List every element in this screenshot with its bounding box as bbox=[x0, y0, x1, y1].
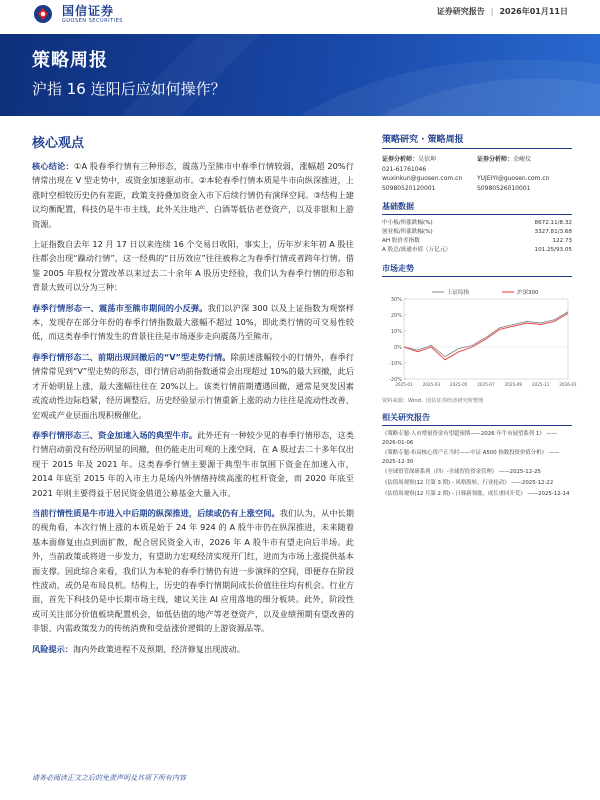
analyst-phone bbox=[477, 165, 572, 175]
logo bbox=[32, 3, 123, 25]
related-report-link[interactable]: 《估值周观察(12 月第 3 期) - 风格股转，行业轮动》 ——2025-12-22 bbox=[382, 479, 554, 486]
basic-data-label: AH 股价差指数 bbox=[382, 238, 420, 244]
related-reports-list bbox=[382, 430, 572, 498]
market-trend-chart bbox=[382, 283, 577, 391]
paragraph-lead: 风险提示： bbox=[32, 643, 73, 654]
paragraph-lead: 当前行情性质是牛市进入中后期的纵深推进，后续或仍有上涨空间。 bbox=[32, 507, 280, 518]
series-line bbox=[404, 312, 568, 357]
chart-source: 资料来源：Wind、国信证券经济研究所整理 bbox=[382, 398, 484, 404]
y-tick-label: 30% bbox=[390, 296, 402, 303]
paragraph-text: 此外还有一种较少见的春季行情形态，这类行情启动前没有经历明显的回撤，但仍能走出可观的上涨空间，在 A 股过去二十多年仅出现于 2015 年及 2021 年。这类春季行情主要源于典型牛市氛围下资金在加速入市，2014 年底至 2015 年的入市主力是场内外情绪持续高涨的杠杆资金，而 2020 年底至 2021 年则主要得益于居民资金借道公募基金大量入市。 bbox=[32, 429, 354, 498]
basic-data-title: 基础数据 bbox=[382, 201, 572, 215]
basic-data-value: 101.25/93.05 bbox=[534, 247, 572, 253]
x-tick-label: 2025-11 bbox=[531, 382, 550, 387]
paragraph-lead: 春季行情形态二、前期出现回撤后的“V”型走势行情。 bbox=[32, 351, 231, 362]
analyst-email[interactable]: YUJEIYI@guosen.com.cn bbox=[477, 175, 550, 182]
x-tick-label: 2025-05 bbox=[449, 382, 468, 387]
analyst-info bbox=[382, 155, 572, 193]
footer-disclaimer: 请务必阅读正文之后的免责声明及其项下所有内容 bbox=[32, 774, 186, 782]
paragraph-text: 上证指数自去年 12 月 17 日以来连续 16 个交易日收阳，事实上，历年岁末年初 A 股往往都会出现“躁动行情”，这一经典的“日历效应”往往被称之为春季行情或者跨年行情。借鉴 2005 年股权分置改革以来过去二十余年 A 股历史经验，我们认为春季行情的形态和背景大致可以分为三种： bbox=[32, 239, 354, 293]
related-report-link[interactable]: 《策略专题-人市增量资金有望超预期——2026 年牛市展望系列 1》 ——2026-01-06 bbox=[382, 431, 558, 446]
x-tick-label: 2025-03 bbox=[422, 382, 441, 387]
legend-label: 沪深300 bbox=[517, 290, 539, 296]
y-tick-label: -20% bbox=[389, 376, 402, 383]
analyst-license: S0980526010001 bbox=[477, 184, 531, 192]
paragraph-lead: 春季行情形态一、震荡市至熊市期间的小反弹。 bbox=[32, 302, 208, 313]
x-tick-label: 2025-01 bbox=[395, 382, 413, 387]
logo-text-en: GUOSEN SECURITIES bbox=[62, 18, 123, 24]
related-report-link[interactable]: 《全球资管深研系列（四）-全球智投资金管理》 ——2025-12-25 bbox=[382, 469, 541, 476]
paragraph-current bbox=[32, 506, 354, 636]
basic-data-value: 8672.11/8.32 bbox=[534, 220, 572, 226]
analyst-license: S0980520120001 bbox=[382, 184, 436, 192]
paragraph-intro bbox=[32, 237, 354, 295]
basic-data-row bbox=[382, 219, 572, 228]
basic-data-label: 中小板/所涨跌幅(%) bbox=[382, 220, 433, 226]
legend-label: 上证综指 bbox=[447, 290, 470, 296]
market-trend-title: 市场走势 bbox=[382, 263, 572, 277]
series-line bbox=[404, 313, 568, 359]
title-banner bbox=[0, 34, 600, 116]
related-report-link[interactable]: 《策略专题-布局核心资产正当时——中证 A500 指数投资价值分析》 ——2025-12-30 bbox=[382, 450, 560, 465]
basic-data-label: 创业板/所涨跌幅(%) bbox=[382, 229, 433, 235]
report-type: 证券研究报告 bbox=[436, 7, 485, 16]
report-subtitle: 沪指 16 连阳后应如何操作？ bbox=[32, 80, 226, 98]
analyst-name: 余峻仪 bbox=[513, 156, 532, 163]
section-title: 核心观点 bbox=[32, 136, 85, 151]
analyst-role: 证券分析师： bbox=[477, 156, 514, 163]
x-tick-label: 2026-01 bbox=[559, 382, 577, 387]
basic-data-value: 3327.81/3.68 bbox=[534, 229, 572, 235]
report-title: 策略周报 bbox=[32, 50, 108, 71]
report-date: 2026年01月11日 bbox=[499, 7, 568, 16]
basic-data-row bbox=[382, 228, 572, 237]
basic-data-list bbox=[382, 219, 572, 255]
y-tick-label: 20% bbox=[390, 312, 402, 319]
x-tick-label: 2025-07 bbox=[477, 382, 495, 387]
paragraph-form-one bbox=[32, 301, 354, 344]
paragraph-risk bbox=[32, 642, 354, 656]
paragraph-conclusion bbox=[32, 159, 354, 231]
sidebar-heading: 策略研究 · 策略周报 bbox=[382, 132, 572, 149]
paragraph-text: 除前述涨幅较小的行情外，春季行情常常见到“V”型走势的形态，即行情启动前指数通常会出现超过 10%的最大回撤，此后才开始明显上涨，最大涨幅往往在 20%以上。该类行情前期遭遇回撤，通常是突发因素或流动性边际趋紧，经历调整后，历史经验显示行情重新上涨的动力往往是流动性改善、宏观或产业层面出现积极催化。 bbox=[32, 351, 354, 420]
basic-data-row bbox=[382, 237, 572, 246]
analyst-card bbox=[477, 155, 572, 193]
y-tick-label: -10% bbox=[389, 360, 402, 367]
paragraph-lead: 核心结论： bbox=[32, 161, 74, 171]
paragraph-form-three bbox=[32, 428, 354, 500]
analyst-name: 吴信坤 bbox=[418, 156, 437, 163]
paragraph-text: 我们以沪深 300 以及上证指数为观察样本，发现存在部分年份的春季行情指数最大涨幅不超过 10%，即此类行情的可交易性较低，而这类春季行情发生的背景往往是市场逐步走向震荡乃至熊市。 bbox=[32, 302, 354, 342]
paragraph-lead: 春季行情形态三、资金加速入场的典型牛市。 bbox=[32, 429, 198, 440]
basic-data-row bbox=[382, 246, 572, 255]
report-meta: 证券研究报告 | 2026年01月11日 bbox=[436, 7, 568, 16]
paragraph-form-two bbox=[32, 350, 354, 422]
guosen-logo-icon bbox=[32, 3, 58, 25]
analyst-card bbox=[382, 155, 477, 193]
y-tick-label: 10% bbox=[390, 328, 402, 335]
analyst-phone: 021-61761046 bbox=[382, 165, 427, 173]
main-content bbox=[32, 132, 354, 662]
paragraph-text: 我们认为，从中长期的视角看，本次行情上涨的本质是始于 24 年 924 的 A 股牛市仍在纵深推进，未来随着基本面修复由点到面扩散，配合居民资金入市，2026 年 A 股牛市有望走向后半场。此外，当前政策或将进一步发力，有望助力宏观经济实现开门红，进而为市场上涨提供基本面支撑。因此综合来看，我们认为本轮的春季行情仍有进一步演绎的空间，即便存在阶段性波动，或仍是布局良机。结构上，历史的春季行情期间成长价值往往均有机会。行业方面，首先下科技仍是中长期市场主线，建议关注 AI 应用落地的细分板块。此外，阶段性或可关注部分价值板块配置机会，如低估值的地产等老登资产，以及业绩预期有望改善的非银、内需政策发力的传统消费和受益涨价逻辑的上游资源品等。 bbox=[32, 507, 354, 634]
logo-text-cn: 国信证券 bbox=[62, 4, 115, 18]
basic-data-value: 122.73 bbox=[552, 238, 572, 244]
analyst-email[interactable]: wuxinkun@guosen.com.cn bbox=[382, 175, 463, 182]
related-report-link[interactable]: 《估值周观察(12 月第 2 期) - 日韩新领涨，成长重回开荒》 ——2025-12-14 bbox=[382, 490, 570, 497]
basic-data-label: A 股总/流通市值（万亿元） bbox=[382, 247, 452, 253]
analyst-role: 证券分析师： bbox=[382, 156, 419, 163]
related-reports-title: 相关研究报告 bbox=[382, 412, 572, 426]
y-tick-label: 0% bbox=[394, 344, 402, 351]
paragraph-text: 海内外政策进程不及预期、经济修复出现波动。 bbox=[72, 643, 245, 654]
x-tick-label: 2025-09 bbox=[504, 382, 523, 387]
paragraph-text: ①A 股春季行情有三种形态，震荡乃至熊市中春季行情较弱，涨幅超 20%行情常出现在 V 型走势中，或资金加速驱动市。②本轮春季行情本质是牛市向纵深推进，上涨时空相较历史仍有差距，政策支持叠加资金入市下后续行情仍有演绎空间。③结构上建议均衡配置，科技仍是牛市主线，此外关注地产、白酒等低估老登资产，以及非银和上游资源。 bbox=[32, 161, 354, 229]
top-bar bbox=[0, 0, 600, 34]
sidebar bbox=[382, 132, 577, 500]
